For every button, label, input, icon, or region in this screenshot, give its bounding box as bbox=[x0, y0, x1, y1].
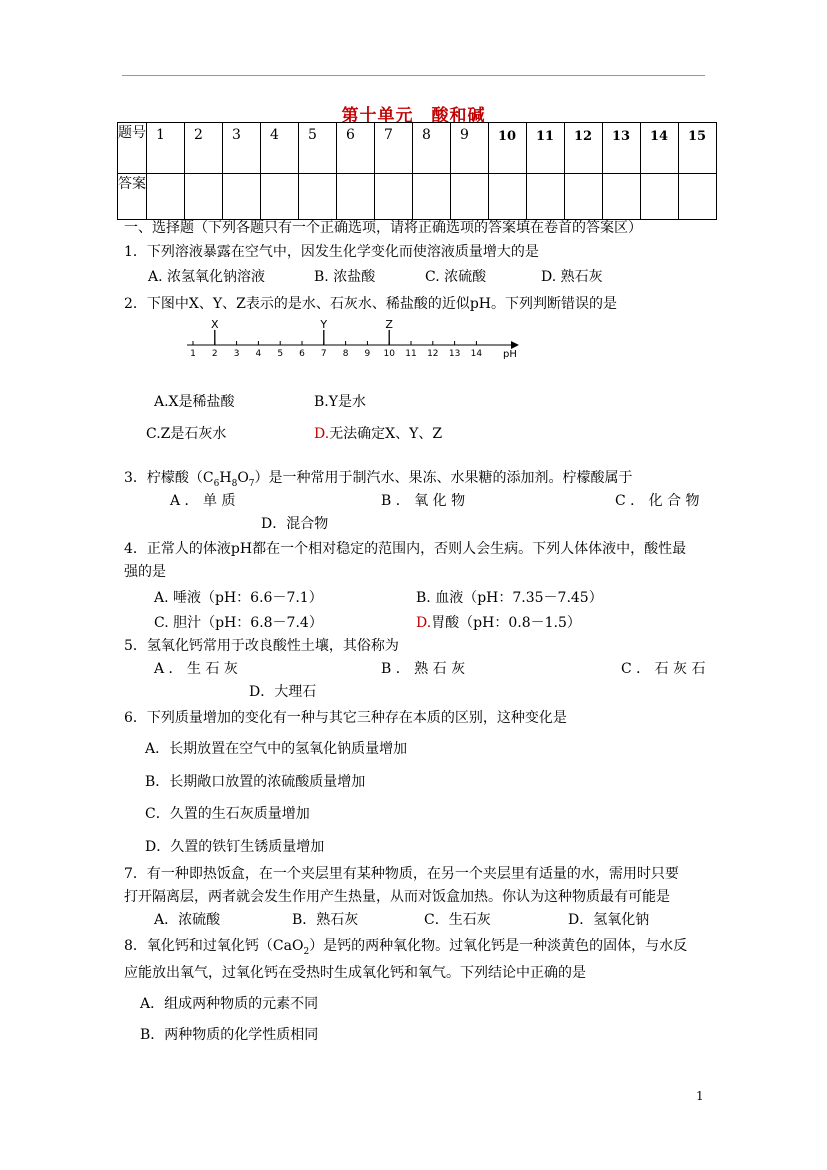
q5-option-b: B ． 熟 石 灰 bbox=[381, 661, 466, 677]
q3-option-d: D．混合物 bbox=[261, 516, 329, 532]
ph-tick-label: 2 bbox=[211, 349, 218, 359]
answer-cell[interactable] bbox=[261, 174, 299, 220]
q8-stem-end: ）是钙的两种氧化物。过氧化钙是一种淡黄色的固体，与水反 bbox=[309, 938, 688, 954]
formula-sub: 2 bbox=[303, 946, 310, 957]
ph-unit-label: pH bbox=[503, 349, 517, 360]
answer-cell[interactable] bbox=[603, 174, 641, 220]
ph-tick-label: 14 bbox=[470, 349, 483, 359]
q5-option-c: C ． 石 灰 石 bbox=[621, 661, 706, 677]
q7-option-a: A．浓硫酸 bbox=[154, 912, 221, 928]
question-7-stem-line2: 打开隔离层，两者就会发生作用产生热量，从而对饭盒加热。你认为这种物质最有可能是 bbox=[124, 889, 670, 905]
q7-option-b: B．熟石灰 bbox=[292, 912, 359, 928]
q4-option-b: B. 血液（pH：7.35－7.45） bbox=[416, 590, 603, 606]
answer-cell[interactable] bbox=[527, 174, 565, 220]
q8-stem-start: 8．氧化钙和过氧化钙（CaO bbox=[124, 938, 304, 954]
header-rule bbox=[122, 75, 705, 76]
ph-tick-label: 13 bbox=[448, 349, 461, 359]
q2-option-a: A.X是稀盐酸 bbox=[154, 394, 235, 410]
q7-option-d: D．氢氧化钠 bbox=[568, 912, 650, 928]
answer-cell[interactable] bbox=[413, 174, 451, 220]
table-cell-number: 7 bbox=[375, 123, 413, 174]
q5-option-a: A ． 生 石 灰 bbox=[154, 661, 238, 677]
q3-stem-start: 3．柠檬酸（C bbox=[124, 470, 214, 486]
question-2-stem: 2．下图中X、Y、Z表示的是水、石灰水、稀盐酸的近似pH。下列判断错误的是 bbox=[124, 296, 618, 312]
ph-marker-label: Y bbox=[320, 318, 328, 331]
q6-option-b: B．长期敞口放置的浓硫酸质量增加 bbox=[145, 774, 366, 790]
q2-option-d bbox=[314, 423, 442, 443]
q5-option-d: D．大理石 bbox=[249, 684, 317, 700]
q2-option-b: B.Y是水 bbox=[314, 394, 366, 410]
answer-cell[interactable] bbox=[185, 174, 223, 220]
table-cell-number: 1 bbox=[147, 123, 185, 174]
q4-option-d-letter: D. bbox=[416, 615, 432, 631]
table-row-answers bbox=[118, 174, 717, 220]
q1-option-a: A. 浓氢氧化钠溶液 bbox=[148, 269, 266, 285]
answer-cell[interactable] bbox=[147, 174, 185, 220]
table-cell-number: 8 bbox=[413, 123, 451, 174]
page-title: 第十单元 酸和碱 bbox=[341, 106, 486, 126]
q3-option-c: C ． 化 合 物 bbox=[615, 493, 700, 509]
q7-option-c: C．生石灰 bbox=[424, 912, 491, 928]
q2-option-c: C.Z是石灰水 bbox=[146, 426, 227, 442]
formula-sub: 6 bbox=[213, 478, 220, 489]
ph-scale-diagram bbox=[183, 316, 523, 362]
table-cell-number: 9 bbox=[451, 123, 489, 174]
formula-sub: 8 bbox=[231, 478, 238, 489]
formula-part: O bbox=[237, 470, 249, 486]
answer-cell[interactable] bbox=[375, 174, 413, 220]
ph-marker-label: X bbox=[211, 318, 219, 331]
table-cell-number: 4 bbox=[261, 123, 299, 174]
q3-stem-end: ）是一种常用于制汽水、果冻、水果糖的添加剂。柠檬酸属于 bbox=[254, 470, 633, 486]
answer-cell[interactable] bbox=[641, 174, 679, 220]
answer-cell[interactable] bbox=[565, 174, 603, 220]
q4-option-a: A. 唾液（pH：6.6－7.1） bbox=[154, 590, 323, 606]
q1-option-b: B. 浓盐酸 bbox=[314, 269, 376, 285]
question-8-stem-line2: 应能放出氧气，过氧化钙在受热时生成氧化钙和氧气。下列结论中正确的是 bbox=[124, 965, 586, 981]
ph-tick-label: 10 bbox=[383, 349, 395, 359]
table-cell-number: 15 bbox=[679, 123, 717, 174]
table-cell-number: 5 bbox=[299, 123, 337, 174]
q4-option-d bbox=[416, 612, 581, 632]
q1-option-d: D. 熟石灰 bbox=[541, 269, 603, 285]
answer-cell[interactable] bbox=[451, 174, 489, 220]
q4-option-d-text: 胃酸（pH：0.8－1.5） bbox=[431, 615, 581, 631]
question-5-stem: 5．氢氧化钙常用于改良酸性土壤，其俗称为 bbox=[124, 638, 399, 654]
answer-cell[interactable] bbox=[337, 174, 375, 220]
row-label-number: 题号 bbox=[118, 123, 147, 174]
q6-option-a: A．长期放置在空气中的氢氧化钠质量增加 bbox=[145, 741, 408, 757]
ph-tick-label: 5 bbox=[277, 349, 284, 359]
ph-tick-label: 3 bbox=[233, 349, 240, 359]
question-6-stem: 6．下列质量增加的变化有一种与其它三种存在本质的区别，这种变化是 bbox=[124, 710, 567, 726]
answer-cell[interactable] bbox=[223, 174, 261, 220]
formula-sub: 7 bbox=[248, 478, 255, 489]
answer-cell[interactable] bbox=[489, 174, 527, 220]
q4-option-c: C. 胆汁（pH：6.8－7.4） bbox=[154, 615, 323, 631]
answer-table bbox=[117, 122, 717, 220]
q6-option-c: C．久置的生石灰质量增加 bbox=[145, 806, 310, 822]
table-cell-number: 6 bbox=[337, 123, 375, 174]
question-4-stem-line1: 4．正常人的体液pH都在一个相对稳定的范围内，否则人会生病。下列人体体液中，酸性最 bbox=[124, 541, 687, 557]
q8-option-a: A．组成两种物质的元素不同 bbox=[140, 996, 319, 1012]
question-1-stem: 1．下列溶液暴露在空气中，因发生化学变化而使溶液质量增大的是 bbox=[124, 244, 539, 260]
ph-tick-label: 4 bbox=[255, 349, 262, 359]
answer-cell[interactable] bbox=[299, 174, 337, 220]
question-3-stem bbox=[124, 467, 633, 489]
q2-option-d-letter: D. bbox=[314, 426, 330, 442]
question-8-stem-line1 bbox=[124, 935, 687, 957]
q1-option-c: C. 浓硫酸 bbox=[425, 269, 487, 285]
ph-axis-arrow bbox=[511, 341, 519, 349]
ph-tick-label: 7 bbox=[320, 349, 327, 359]
table-row-numbers bbox=[118, 123, 717, 174]
ph-tick-label: 1 bbox=[190, 349, 196, 359]
q6-option-d: D．久置的铁钉生锈质量增加 bbox=[145, 839, 325, 855]
table-cell-number: 14 bbox=[641, 123, 679, 174]
formula-part: H bbox=[219, 470, 232, 486]
ph-marker-label: Z bbox=[385, 318, 393, 331]
ph-tick-label: 9 bbox=[364, 349, 371, 359]
section-heading: 一、选择题（下列各题只有一个正确选项，请将正确选项的答案填在卷首的答案区） bbox=[124, 220, 642, 236]
row-label-answer: 答案 bbox=[118, 174, 147, 220]
q3-option-a: A ． 单 质 bbox=[170, 493, 236, 509]
page-number: 1 bbox=[696, 1089, 704, 1103]
question-4-stem-line2: 强的是 bbox=[124, 564, 166, 580]
table-cell-number: 12 bbox=[565, 123, 603, 174]
answer-cell[interactable] bbox=[679, 174, 717, 220]
table-cell-number: 10 bbox=[489, 123, 527, 174]
ph-tick-label: 6 bbox=[299, 349, 305, 359]
table-cell-number: 13 bbox=[603, 123, 641, 174]
table-cell-number: 11 bbox=[527, 123, 565, 174]
ph-tick-label: 8 bbox=[342, 349, 349, 359]
ph-tick-label: 12 bbox=[427, 349, 439, 359]
table-cell-number: 2 bbox=[185, 123, 223, 174]
ph-tick-label: 11 bbox=[405, 349, 417, 359]
q8-option-b: B．两种物质的化学性质相同 bbox=[140, 1027, 319, 1043]
table-cell-number: 3 bbox=[223, 123, 261, 174]
q3-option-b: B ． 氧 化 物 bbox=[381, 493, 466, 509]
q2-option-d-text: 无法确定X、Y、Z bbox=[329, 426, 443, 442]
question-7-stem-line1: 7．有一种即热饭盒，在一个夹层里有某种物质，在另一个夹层里有适量的水，需用时只要 bbox=[124, 866, 679, 882]
